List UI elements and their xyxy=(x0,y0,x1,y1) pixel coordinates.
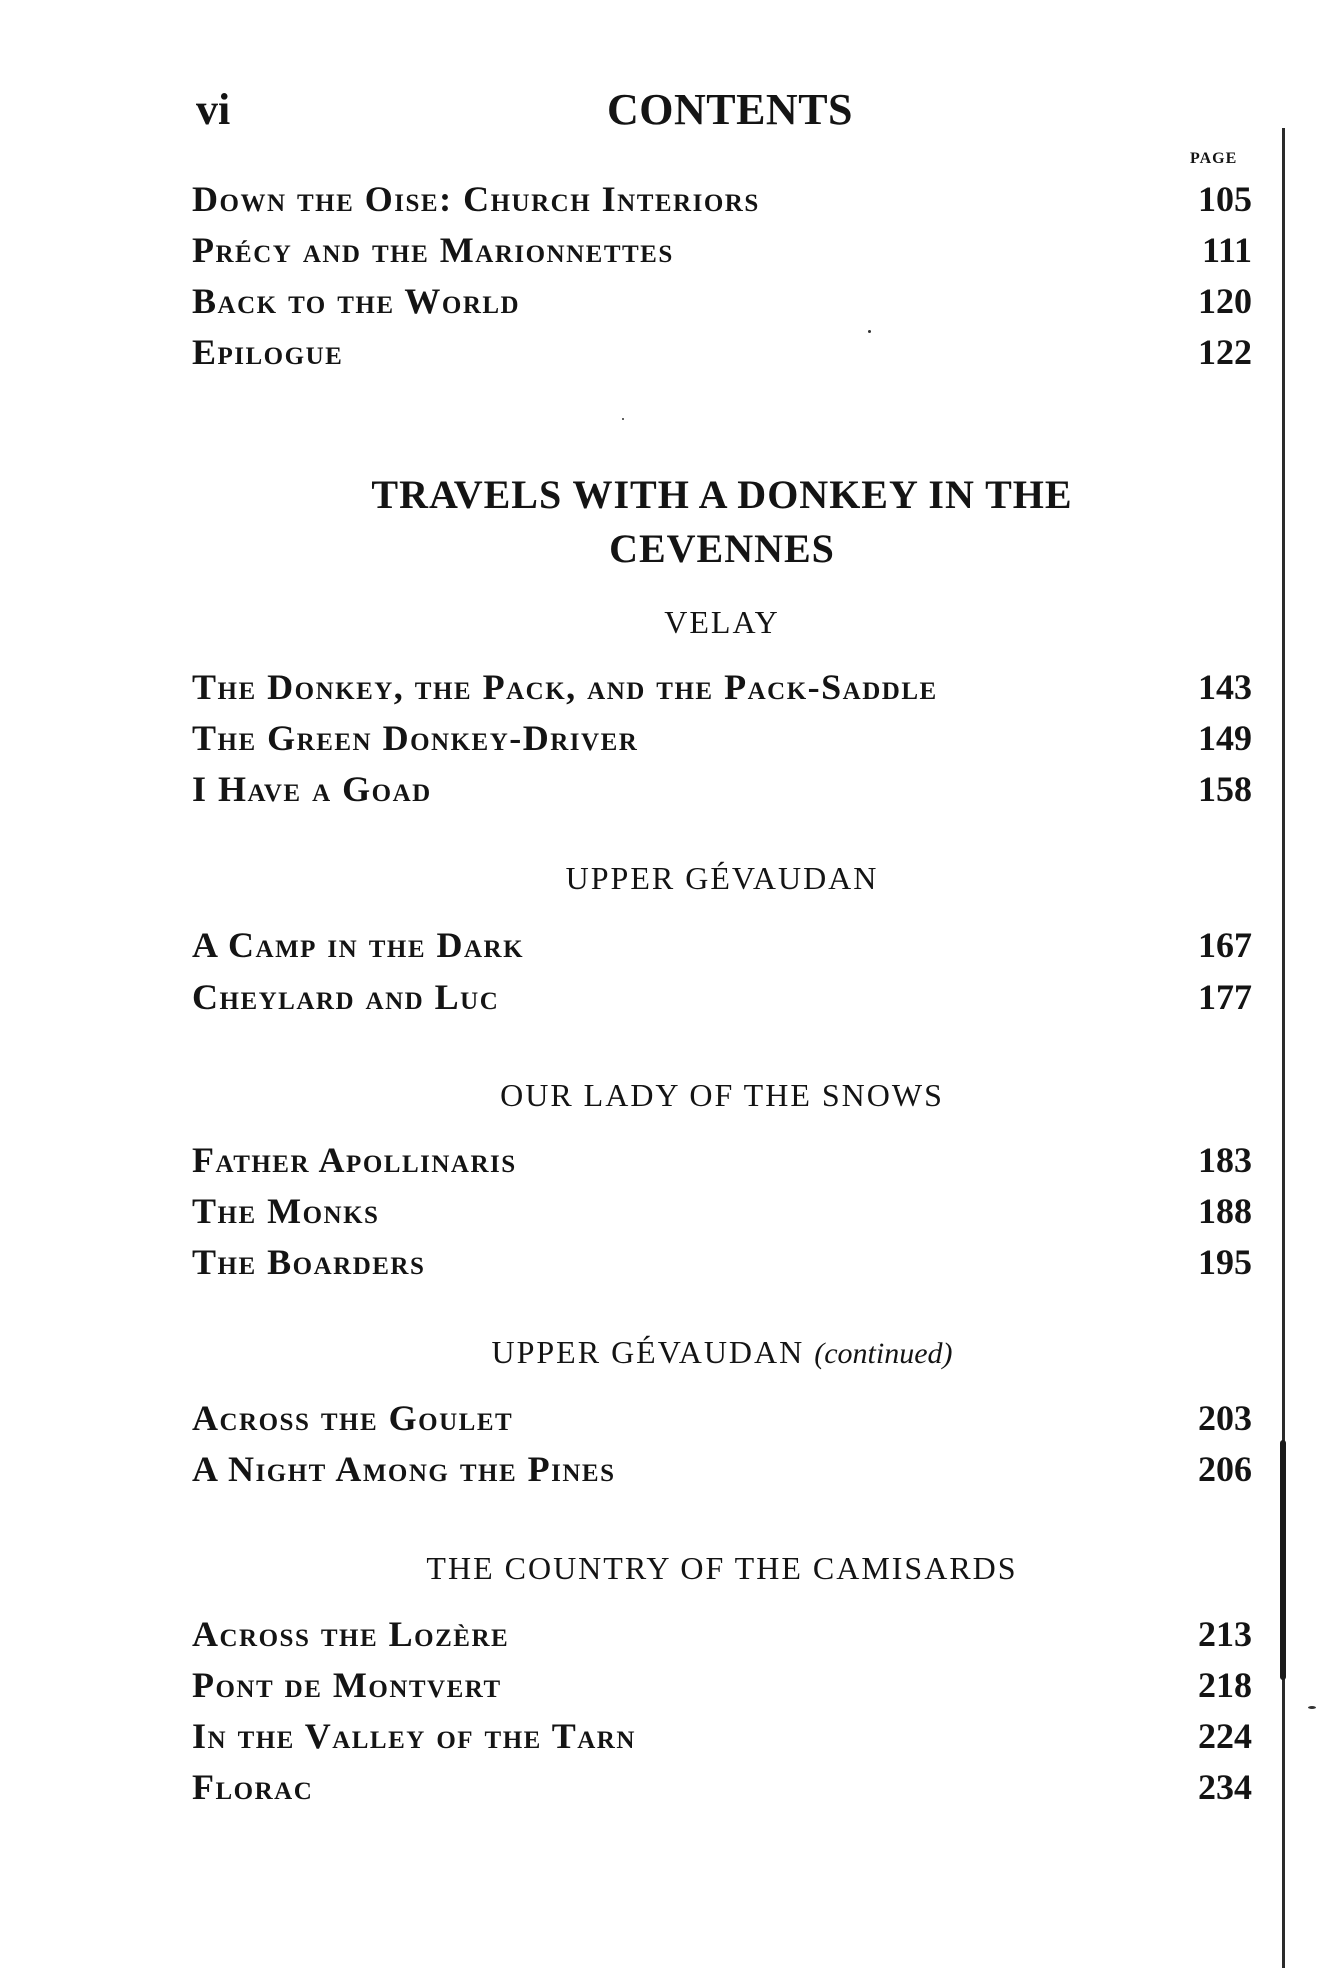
section-heading: VELAY xyxy=(664,604,780,640)
toc-entry xyxy=(192,1139,1252,1185)
toc-entry xyxy=(192,924,1252,970)
toc-entry-title: In the Valley of the Tarn xyxy=(192,1716,636,1756)
toc-entry xyxy=(192,1241,1252,1287)
toc-entry-title: The Green Donkey-Driver xyxy=(192,718,639,758)
toc-entry-page: 213 xyxy=(1198,1614,1252,1654)
ink-speck xyxy=(1308,1706,1316,1709)
toc-entry-title: Précy and the Marionnettes xyxy=(192,230,674,270)
toc-entry-title: Back to the World xyxy=(192,281,521,321)
section-heading xyxy=(192,1334,1252,1371)
toc-entry-page: 206 xyxy=(1198,1449,1252,1489)
toc-entry xyxy=(192,1613,1252,1659)
ink-speck xyxy=(622,418,624,420)
toc-entry xyxy=(192,1397,1252,1443)
toc-entry xyxy=(192,768,1252,814)
toc-entry xyxy=(192,976,1252,1022)
toc-entry-title: A Night Among the Pines xyxy=(192,1449,616,1489)
toc-entry-title: I Have a Goad xyxy=(192,769,432,809)
toc-entry-page: 158 xyxy=(1198,769,1252,809)
ink-speck xyxy=(868,330,871,333)
toc-entry xyxy=(192,1664,1252,1710)
toc-entry-page: 111 xyxy=(1201,230,1252,270)
toc-entry xyxy=(192,280,1252,326)
toc-entry-page: 203 xyxy=(1198,1398,1252,1438)
toc-entry-page: 224 xyxy=(1198,1716,1252,1756)
toc-entry-title: Epilogue xyxy=(192,332,344,372)
toc-entry xyxy=(192,1766,1252,1812)
section-heading: UPPER GÉVAUDAN xyxy=(565,860,879,896)
toc-entry-page: 120 xyxy=(1198,281,1252,321)
page-folio: vi xyxy=(196,85,231,134)
toc-entry-page: 122 xyxy=(1198,332,1252,372)
toc-entry-page: 143 xyxy=(1198,667,1252,707)
binding-edge-line xyxy=(1282,128,1285,1968)
toc-entry-page: 218 xyxy=(1198,1665,1252,1705)
section-heading: THE COUNTRY OF THE CAMISARDS xyxy=(426,1550,1018,1586)
toc-entry-title: The Monks xyxy=(192,1191,380,1231)
binding-edge-shadow xyxy=(1280,1440,1286,1680)
toc-entry-page: 177 xyxy=(1198,977,1252,1017)
toc-entry-title: The Boarders xyxy=(192,1242,426,1282)
toc-entry-title: A Camp in the Dark xyxy=(192,925,525,965)
toc-entry-title: Across the Lozère xyxy=(192,1614,510,1654)
toc-entry-page: 195 xyxy=(1198,1242,1252,1282)
section-heading: OUR LADY OF THE SNOWS xyxy=(500,1077,944,1113)
toc-entry-title: The Donkey, the Pack, and the Pack-Saddle xyxy=(192,667,938,707)
toc-entry-page: 149 xyxy=(1198,718,1252,758)
toc-entry-title: Down the Oise: Church Interiors xyxy=(192,179,760,219)
toc-entry-page: 105 xyxy=(1198,179,1252,219)
toc-entry-title: Florac xyxy=(192,1767,314,1807)
section-heading-text: UPPER GÉVAUDAN xyxy=(491,1334,805,1370)
toc-entry xyxy=(192,331,1252,377)
toc-entry xyxy=(192,178,1252,224)
toc-entry-page: 234 xyxy=(1198,1767,1252,1807)
toc-entry-title: Cheylard and Luc xyxy=(192,977,500,1017)
toc-entry xyxy=(192,717,1252,763)
toc-entry-page: 167 xyxy=(1198,925,1252,965)
toc-entry xyxy=(192,1190,1252,1236)
toc-entry xyxy=(192,1448,1252,1494)
toc-entry xyxy=(192,666,1252,712)
toc-entry xyxy=(192,1715,1252,1761)
page-title: CONTENTS xyxy=(606,85,854,134)
book-title-line-2: CEVENNES xyxy=(609,526,835,571)
book-title-line-1: TRAVELS WITH A DONKEY IN THE xyxy=(371,472,1073,517)
toc-entry-title: Father Apollinaris xyxy=(192,1140,517,1180)
toc-entry xyxy=(192,229,1252,275)
page-column-label: PAGE xyxy=(1190,150,1238,167)
toc-entry-page: 183 xyxy=(1198,1140,1252,1180)
toc-entry-title: Across the Goulet xyxy=(192,1398,514,1438)
section-heading-note: (continued) xyxy=(814,1337,953,1370)
toc-entry-title: Pont de Montvert xyxy=(192,1665,502,1705)
toc-entry-page: 188 xyxy=(1198,1191,1252,1231)
